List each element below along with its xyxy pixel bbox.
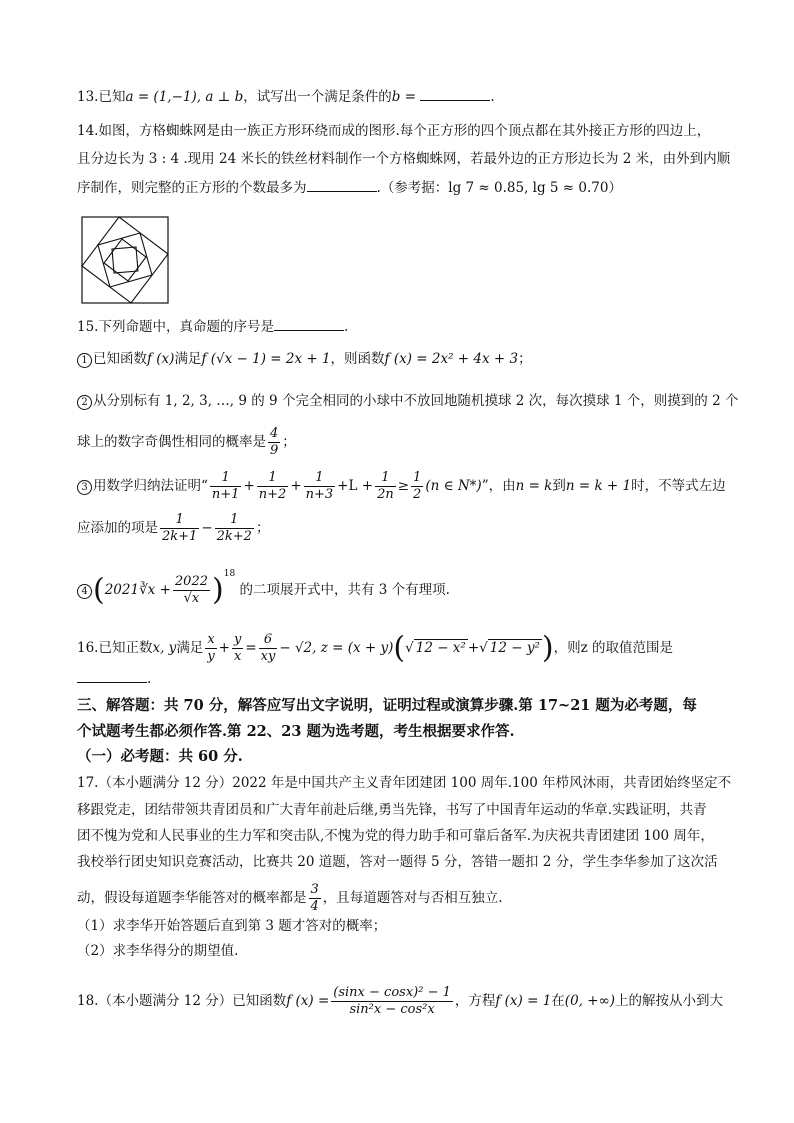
answer-blank — [274, 318, 344, 331]
q15-lead: 15.下列命题中，真命题的序号是 — [77, 319, 274, 335]
q17-line5-text-b: ，且每道题答对与否相互独立. — [322, 890, 503, 906]
q14-line-2: 且分边长为 3 : 4 .现用 24 米长的铁丝材料制作一个方格蜘蛛网，若最外边的正方形边长为 2 米，由外到内顺 — [77, 151, 731, 167]
fraction — [411, 470, 423, 503]
radicand: 12 − x² — [415, 640, 466, 656]
answer-blank — [77, 670, 147, 683]
fraction — [215, 512, 254, 545]
q13-math-b: b = — [391, 89, 417, 105]
q15-item3-text-a: 用数学归纳法证明“ — [93, 478, 208, 494]
fraction-denominator: x — [233, 649, 242, 664]
q18-mid: ，方程 — [454, 993, 496, 1009]
q13-math-given: a = (1,−1), a ⊥ b — [125, 89, 244, 105]
radicand: 12 − y² — [489, 640, 540, 656]
q18-equation: f (x) = 1 — [495, 993, 552, 1009]
fraction-denominator: n+1 — [211, 487, 240, 502]
fraction — [257, 470, 289, 503]
fraction — [331, 985, 453, 1018]
fraction-numerator: 1 — [160, 512, 199, 529]
fraction-numerator: 1 — [413, 470, 422, 485]
answer-blank — [307, 179, 377, 192]
q15-item3-math-2: n = k + 1 — [565, 478, 632, 494]
section-3-heading-line-1: 三、解答题：共 70 分，解答应写出文字说明，证明过程或演算步骤.第 17~21 题为必考题，每 — [77, 697, 697, 714]
fraction — [375, 470, 396, 503]
fraction-denominator: √x — [183, 591, 200, 606]
fraction-numerator: 1 — [215, 512, 254, 529]
q14-line-1: 14.如图，方格蜘蛛网是由一族正方形环绕而成的图形.每个正方形的四个顶点都在其外接正方形的四边上， — [77, 123, 711, 139]
q15-item1-text-d: ； — [518, 351, 532, 367]
q15-item3-condition: (n ∈ N*) — [425, 478, 482, 494]
q18-end: 上的解按从小到大 — [615, 993, 724, 1009]
q15-item3-text-b: ”，由 — [481, 478, 516, 494]
q16-end: ，则z 的取值范围是 — [553, 640, 674, 656]
fraction-numerator: 1 — [210, 470, 242, 487]
q17-subquestion-2: （2）求李华得分的期望值. — [77, 943, 239, 959]
q14-line-3a: 序制作，则完整的正方形的个数最多为 — [77, 180, 307, 196]
q17-line-4: 我校举行团史知识竞赛活动，比赛共 20 道题，答对一题得 5 分，答错一题扣 2 分，学生李华参加了这次活 — [77, 854, 718, 870]
q15-item-4 — [77, 565, 450, 607]
fraction — [304, 470, 336, 503]
q14-line-3 — [77, 179, 622, 197]
q13-end: . — [490, 89, 495, 105]
fraction — [160, 512, 199, 545]
q15-item1-text-c: ，则函数 — [330, 351, 385, 367]
left-paren: ( — [393, 630, 406, 666]
q16-answer-line: . — [77, 670, 151, 688]
fraction-numerator: 1 — [257, 470, 289, 487]
fraction-denominator: y — [207, 649, 215, 664]
q15-item-3-line-1: 3 用数学归纳法证明“ $\frac{1}{n+1}$ + $\frac{1}{n+2}$ + $\frac{1}{n+3}$ +L + $\frac{1}{2n}$ ≥ $\frac{1}{2}$ (n ∈ N*)”，由n = k到n = k + 1时，不等式左边 — [77, 470, 726, 503]
fraction-numerator: 3 — [310, 882, 319, 897]
q15-item2-text-b: 球上的数字奇偶性相同的概率是 — [77, 434, 266, 450]
q16-mid: 满足 — [176, 640, 204, 656]
q17-line-1: 17.（本小题满分 12 分）2022 年是中国共产主义青年团建团 100 周年.100 年栉风沐雨，共青团始终坚定不 — [77, 775, 732, 791]
fraction-numerator: 1 — [375, 470, 396, 487]
question-13 — [77, 88, 495, 106]
q18-lead: 18.（本小题满分 12 分）已知函数 — [77, 993, 287, 1009]
fraction-numerator: x — [205, 632, 216, 649]
q15-item4-text: 的二项展开式中，共有 3 个有理项. — [239, 582, 450, 598]
fraction — [173, 574, 210, 607]
sqrt-2: √ 12 − y² — [479, 640, 540, 656]
sqrt-1: √ 12 − x² — [405, 640, 466, 656]
fraction — [210, 470, 242, 503]
fraction-denominator: 2k+2 — [216, 529, 252, 544]
q16-vars: x, y — [152, 640, 177, 656]
q15-item-3-line-2: 应添加的项是 $\frac{1}{2k+1}$ − $\frac{1}{2k+2}$ ； — [77, 512, 270, 544]
q13-mid: ，试写出一个满足条件的 — [243, 89, 392, 105]
q15-item1-text-b: 满足 — [174, 351, 202, 367]
q15-item3-text-e: 应添加的项是 — [77, 520, 158, 536]
answer-blank — [420, 88, 490, 101]
q15-item2-text-c: ； — [282, 434, 296, 450]
q15-item1-math-3: f (x) = 2x² + 4x + 3 — [384, 351, 519, 367]
fraction-numerator: (sinx − cosx)² − 1 — [333, 985, 451, 1000]
q18-text-c: 在 — [551, 993, 565, 1009]
circled-number-2: 2 — [77, 395, 92, 410]
fraction — [205, 632, 216, 665]
question-16: 16.已知正数x, y满足 $\frac{x}{y}$ + $\frac{y}{x}$ = $\frac{6}{xy}$ − √2, z = (x + y)(√ 12 − x² +√ 12 − y²)，则z 的取值范围是 — [77, 630, 674, 666]
circled-number-3: 3 — [77, 480, 92, 495]
q17-line-3: 团不愧为党和人民事业的生力军和突击队,不愧为党的得力助手和可靠后备军.为庆祝共青团建团 100 周年， — [77, 828, 714, 844]
fraction-denominator: 2k+1 — [162, 529, 198, 544]
q15-item-2-line-1 — [77, 392, 738, 410]
section-3-heading-line-2: 个试题考生都必须作答.第 22、23 题为选考题，考生根据要求作答. — [77, 723, 515, 740]
fraction-denominator: 2n — [377, 487, 394, 502]
q17-line-5 — [77, 882, 503, 915]
q15-item3-text-c: 到 — [552, 478, 566, 494]
section-required-heading: （一）必考题：共 60 分. — [77, 748, 243, 765]
fraction-numerator: 4 — [270, 426, 279, 441]
q15-item1-text-a: 已知函数 — [93, 351, 147, 367]
q18-fx: f (x) = — [286, 993, 330, 1009]
fraction — [309, 882, 321, 915]
q15-item3-ellipsis: +L + — [337, 478, 374, 494]
q13-lead: 13.已知 — [77, 89, 126, 105]
q15-item3-text-d: 时，不等式左边 — [631, 478, 726, 494]
fraction-denominator: 4 — [310, 899, 319, 914]
fraction-denominator: 9 — [270, 443, 279, 458]
question-18 — [77, 985, 723, 1018]
q14-line-3b: .（参考据：lg 7 ≈ 0.85, lg 5 ≈ 0.70） — [376, 180, 622, 196]
fraction-denominator: xy — [260, 649, 276, 664]
fraction-denominator: n+3 — [305, 487, 334, 502]
q17-line5-text-a: 动，假设每道题李华能答对的概率都是 — [77, 890, 307, 906]
fraction-denominator: sin²x − cos²x — [349, 1002, 435, 1017]
q16-math: − √2, z = (x + y) — [279, 640, 394, 656]
left-paren: ( — [93, 572, 105, 608]
q15-item-2-line-2 — [77, 426, 296, 459]
circled-number-1: 1 — [77, 353, 92, 368]
circled-number-4: 4 — [77, 584, 92, 599]
q15-item-1 — [77, 350, 532, 368]
q15-item3-math-1: n = k — [515, 478, 553, 494]
q15-item4-expr: 2021∛x + — [104, 582, 171, 598]
fraction — [232, 632, 243, 665]
right-paren: ) — [541, 630, 554, 666]
q15-item3-text-f: ； — [255, 520, 270, 536]
q16-lead: 16.已知正数 — [77, 640, 153, 656]
q18-interval: (0, +∞) — [564, 993, 616, 1009]
fraction-denominator: n+2 — [258, 487, 287, 502]
q15-item1-math-1: f (x) — [147, 351, 175, 367]
fraction — [268, 426, 280, 459]
fraction-numerator: 1 — [304, 470, 336, 487]
right-paren: ) — [212, 572, 224, 608]
fraction — [259, 632, 278, 665]
q15-end: . — [343, 319, 349, 335]
fraction-numerator: 6 — [259, 632, 278, 649]
fraction-numerator: 2022 — [174, 574, 208, 589]
q15-line-1 — [77, 318, 348, 336]
fraction-denominator: 2 — [413, 487, 422, 502]
q17-line-2: 移跟党走，团结带领共青团员和广大青年前赴后继,勇当先锋，书写了中国青年运动的华章.实践证明，共青 — [77, 802, 707, 818]
q15-item1-math-2: f (√x − 1) = 2x + 1 — [201, 351, 331, 367]
fraction-numerator: y — [233, 632, 242, 647]
nested-rotated-squares-figure — [81, 216, 169, 304]
exponent: 18 — [223, 569, 236, 579]
q15-item2-text-a: 从分别标有 1, 2, 3, …, 9 的 9 个完全相同的小球中不放回地随机摸球 2 次，每次摸球 1 个，则摸到的 2 个 — [93, 393, 739, 409]
q17-subquestion-1: （1）求李华开始答题后直到第 3 题才答对的概率； — [77, 918, 387, 934]
